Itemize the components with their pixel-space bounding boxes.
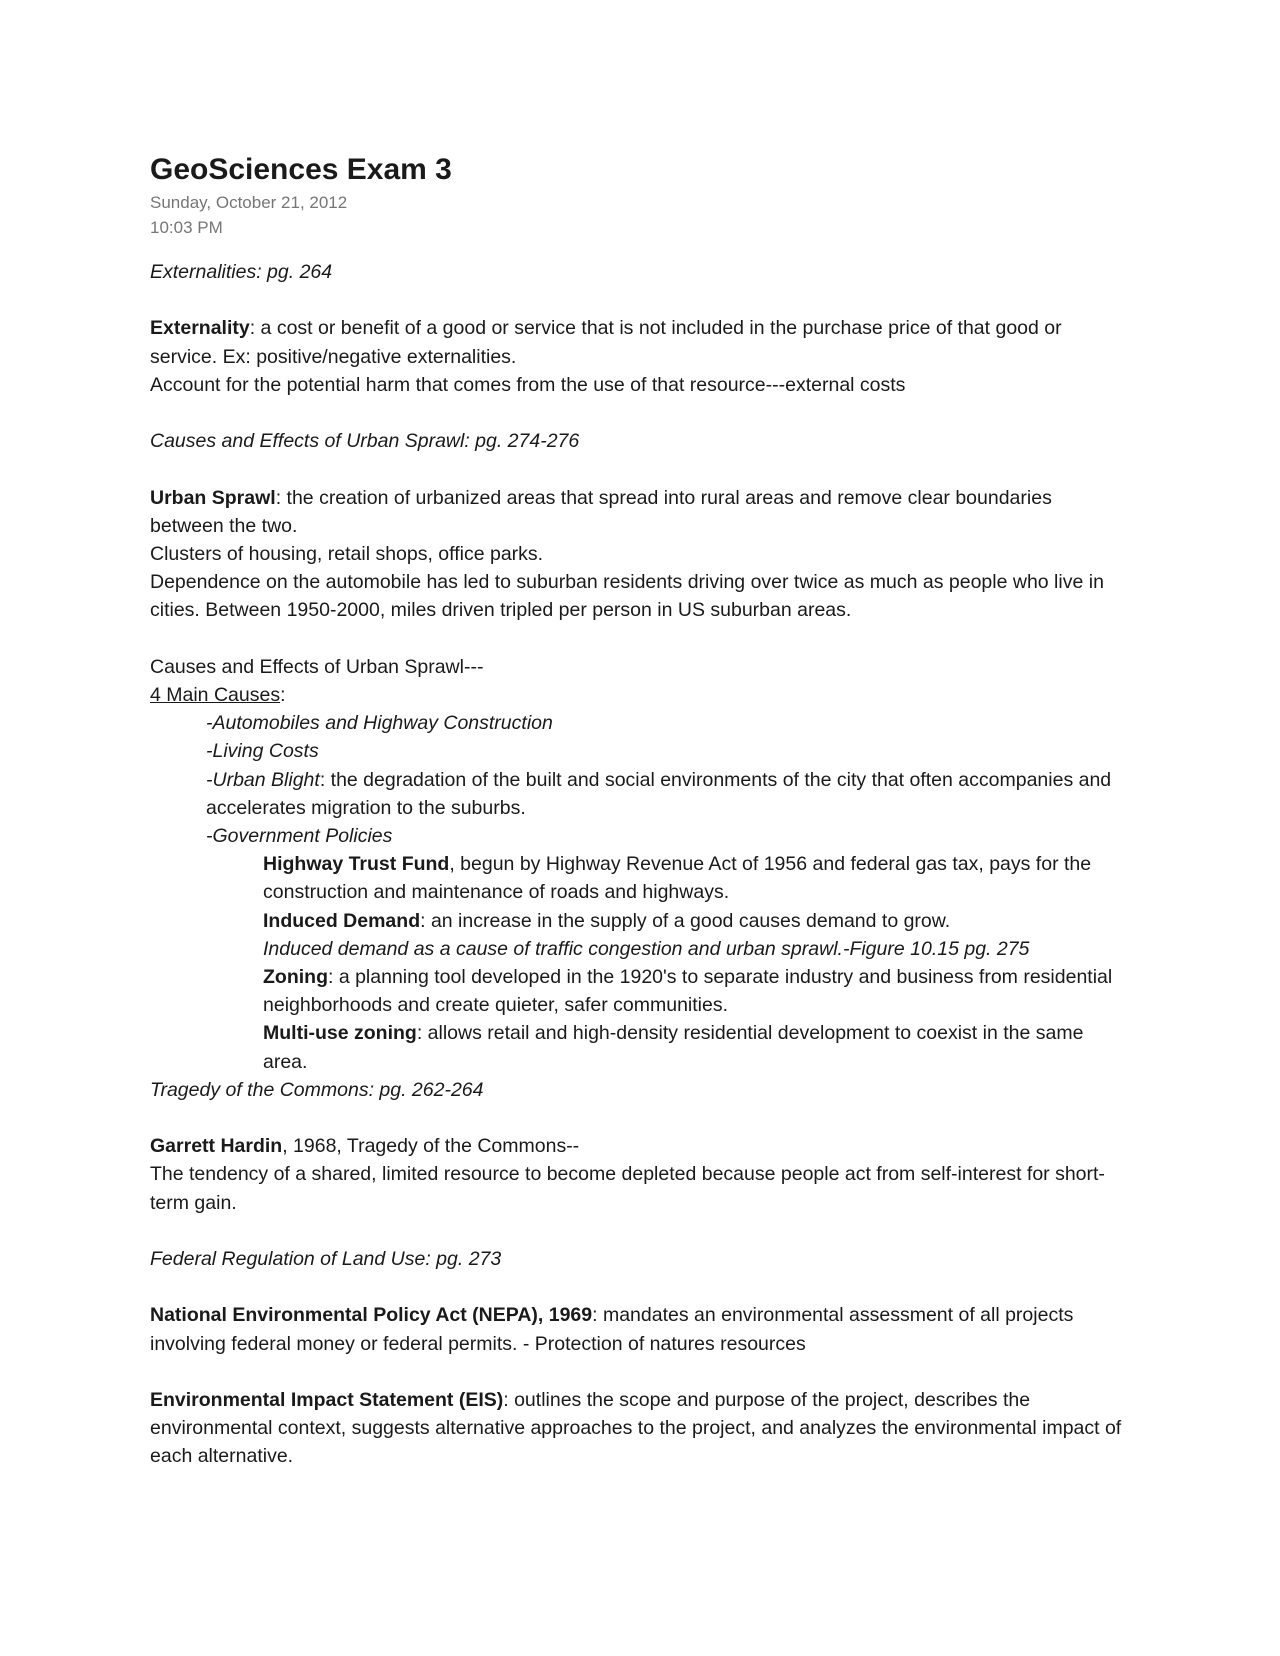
term-multi-use-zoning: Multi-use zoning <box>263 1022 417 1045</box>
term-eis: Environmental Impact Statement (EIS) <box>150 1389 504 1411</box>
hardin-line: Garrett Hardin, 1968, Tragedy of the Commons-- <box>150 1135 580 1158</box>
note-date: Sunday, October 21, 2012 <box>150 193 348 212</box>
page-title: GeoSciences Exam 3 <box>150 153 452 186</box>
externality-paragraph <box>150 314 1130 370</box>
section-heading-federal: Federal Regulation of Land Use: pg. 273 <box>150 1248 502 1271</box>
sprawl-definition: : the creation of urbanized areas that spread into rural areas and remove clear boundaries between the two. <box>150 486 1052 537</box>
term-zoning: Zoning <box>263 966 328 989</box>
section-heading-sprawl: Causes and Effects of Urban Sprawl: pg. 274-276 <box>150 430 580 453</box>
term-garrett-hardin: Garrett Hardin <box>150 1135 283 1158</box>
sprawl-paragraph <box>150 484 1130 540</box>
cause-government-policies: -Government Policies <box>206 825 393 847</box>
term-highway-trust-fund: Highway Trust Fund <box>263 853 450 876</box>
sprawl-note-2: Dependence on the automobile has led to suburban residents driving over twice as much as people who live in cities. Between 1950-2000, miles driven tripled per person in US suburban areas. <box>150 571 1104 622</box>
zoning-item: Zoning: a planning tool developed in the 1920's to separate industry and business from residential neighborhoods and create quieter, safer communities. <box>263 966 1113 1017</box>
induced-demand-item: Induced Demand: an increase in the supply of a good causes demand to grow. <box>263 909 951 932</box>
urban-blight-definition: : the degradation of the built and social environments of the city that often accompanies and accelerates migration to the suburbs. <box>206 768 1112 819</box>
term-urban-sprawl: Urban Sprawl <box>150 486 276 509</box>
externality-definition: : a cost or benefit of a good or service that is not included in the purchase price of that good or service. Ex: positive/negative externalities. <box>150 317 1062 368</box>
section-heading-externalities: Externalities: pg. 264 <box>150 261 333 283</box>
note-page <box>150 150 1130 1471</box>
cause-urban-blight: -Urban Blight: the degradation of the built and social environments of the city that often accompanies and accelerates migration to the suburbs. <box>206 768 1112 819</box>
nepa-paragraph: National Environmental Policy Act (NEPA), 1969: mandates an environmental assessment of all projects involving federal money or federal permits. - Protection of natures resources <box>150 1304 1074 1355</box>
eis-paragraph: Environmental Impact Statement (EIS): outlines the scope and purpose of the project, describes the environmental context, suggests alternative approaches to the project, and analyzes the environmental impact of each alternative. <box>150 1389 1122 1468</box>
cause-automobiles: -Automobiles and Highway Construction <box>206 712 553 735</box>
highway-trust-fund-item: Highway Trust Fund, begun by Highway Revenue Act of 1956 and federal gas tax, pays for the construction and maintenance of roads and highways. <box>263 853 1092 904</box>
causes-heading: Causes and Effects of Urban Sprawl--- <box>150 655 484 678</box>
commons-definition: The tendency of a shared, limited resource to become depleted because people act from self-interest for short-term gain. <box>150 1163 1105 1214</box>
term-induced-demand: Induced Demand <box>263 909 421 932</box>
term-urban-blight: Urban Blight <box>212 768 320 791</box>
induced-demand-figure-ref: Induced demand as a cause of traffic congestion and urban sprawl.-Figure 10.15 pg. 275 <box>263 937 1030 960</box>
note-body <box>150 258 1130 1471</box>
main-causes-underlined: 4 Main Causes <box>150 683 281 706</box>
externality-note: Account for the potential harm that comes from the use of that resource---external costs <box>150 373 906 396</box>
multi-use-zoning-item: Multi-use zoning: allows retail and high-density residential development to coexist in the same area. <box>263 1022 1084 1073</box>
term-externality: Externality <box>150 317 250 340</box>
cause-living-costs: -Living Costs <box>206 740 319 763</box>
term-nepa: National Environmental Policy Act (NEPA), 1969 <box>150 1304 593 1327</box>
sprawl-note-1: Clusters of housing, retail shops, office parks. <box>150 542 544 565</box>
note-time: 10:03 PM <box>150 218 223 237</box>
main-causes-label: 4 Main Causes: <box>150 683 286 706</box>
section-heading-commons: Tragedy of the Commons: pg. 262-264 <box>150 1078 484 1101</box>
